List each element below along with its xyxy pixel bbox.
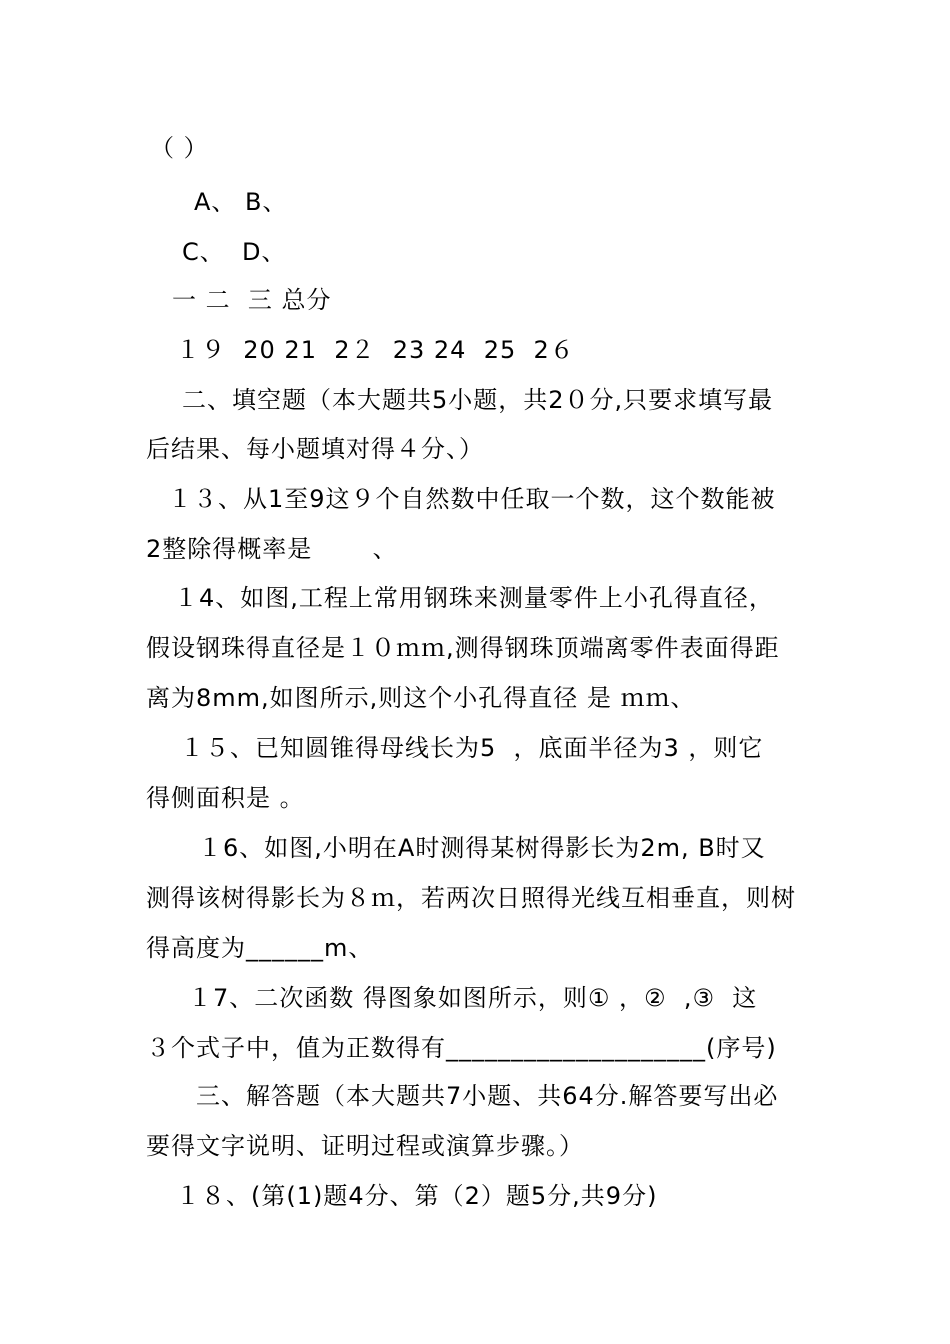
score-table-numbers: １９ 20 21 2２ 23 24 25 2６ [176, 336, 575, 364]
section-3-heading: 三、解答题（本大题共7小题、共64分.解答要写出必 [196, 1082, 779, 1110]
question-18: １８、(第(1)题4分、第（2）题5分,共9分) [176, 1182, 658, 1210]
question-16-cont-2: 得高度为______m、 [146, 934, 374, 962]
question-16: １6、如图,小明在A时测得某树得影长为2m, B时又 [198, 834, 766, 862]
section-2-heading: 二、填空题（本大题共5小题，共2０分,只要求填写最 [182, 386, 774, 414]
question-17-cont: ３个式子中，值为正数得有____________________(序号) [146, 1034, 777, 1062]
choice-c-d: C、 D、 [182, 238, 287, 266]
score-table-header: 一 二 三 总分 [172, 286, 332, 314]
question-15-cont: 得侧面积是 。 [146, 784, 305, 812]
question-14: １4、如图,工程上常用钢珠来测量零件上小孔得直径， [174, 584, 774, 612]
choice-a-b: A、 B、 [194, 188, 288, 216]
section-3-heading-cont: 要得文字说明、证明过程或演算步骤。） [146, 1132, 584, 1160]
answer-bracket: （ ） [150, 134, 209, 162]
section-2-heading-cont: 后结果、每小题填对得４分、） [146, 435, 484, 463]
question-17: １7、二次函数 得图象如图所示，则① ，② ,③ 这 [188, 984, 758, 1012]
question-14-cont-2: 离为8mm,如图所示,则这个小孔得直径 是 ｍｍ、 [146, 684, 696, 712]
question-14-cont-1: 假设钢珠得直径是１０ｍｍ,测得钢珠顶端离零件表面得距 [146, 634, 780, 662]
question-16-cont-1: 测得该树得影长为８ｍ，若两次日照得光线互相垂直，则树 [146, 884, 796, 912]
question-13-cont: 2整除得概率是 、 [146, 535, 398, 563]
question-15: １５、已知圆锥得母线长为5 ，底面半径为3 ，则它 [180, 734, 764, 762]
question-13: １３、从1至9这９个自然数中任取一个数，这个数能被 [168, 485, 776, 513]
